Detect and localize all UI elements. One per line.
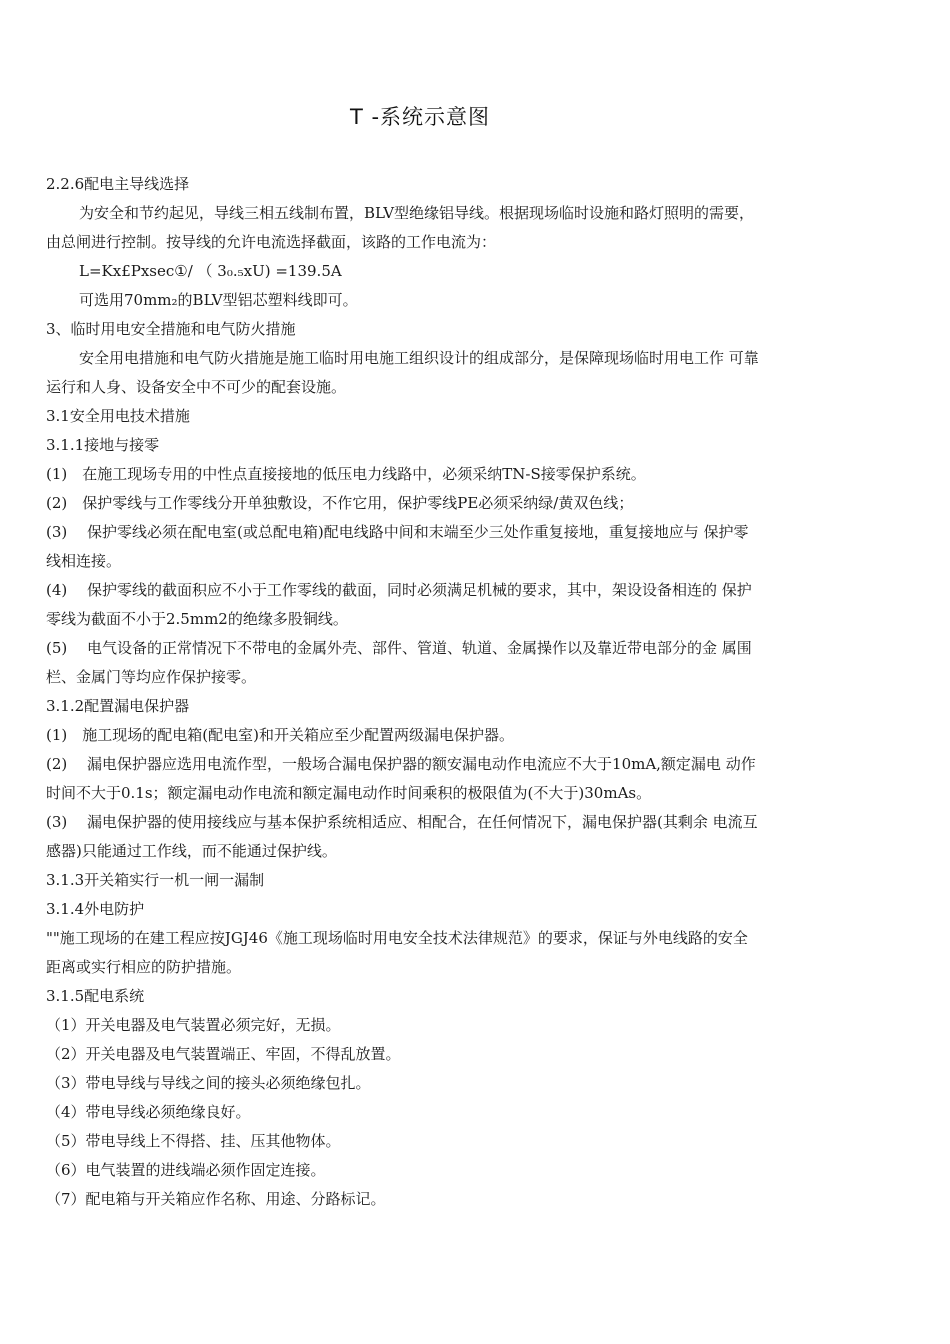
list-item-continuation: 零线为截面不小于2.5mm2的绝缘多股铜线。: [46, 610, 348, 628]
section-heading: 3.1.4外电防护: [46, 900, 145, 918]
section-heading: 3.1.3开关箱实行一机一闸一漏制: [46, 871, 265, 889]
paragraph-line: ""施工现场的在建工程应按JGJ46《施工现场临时用电安全技术法律规范》的要求，保证与外电线路的安全: [46, 929, 748, 947]
list-item-continuation: 时间不大于0.1s；额定漏电动作电流和额定漏电动作时间乘积的极限值为(不大于)30mAs。: [46, 784, 652, 802]
list-item: （6）电气装置的进线端必须作固定连接。: [46, 1161, 326, 1179]
paragraph-line: 运行和人身、设备安全中不可少的配套设施。: [46, 378, 347, 396]
paragraph-line: 可选用70mm₂的BLV型铝芯塑料线即可。: [79, 291, 358, 309]
list-item: （5）带电导线上不得搭、挂、压其他物体。: [46, 1132, 341, 1150]
list-item: （4）带电导线必须绝缘良好。: [46, 1103, 251, 1121]
list-item: (1) 在施工现场专用的中性点直接接地的低压电力线路中，必须采纳TN-S接零保护系统。: [46, 465, 646, 483]
list-item-continuation: 栏、金属门等均应作保护接零。: [46, 668, 257, 686]
paragraph-line: 为安全和节约起见，导线三相五线制布置，BLV型绝缘铝导线。根据现场临时设施和路灯照明的需要，: [79, 204, 755, 222]
list-item: (1) 施工现场的配电箱(配电室)和开关箱应至少配置两级漏电保护器。: [46, 726, 514, 744]
list-item: （1）开关电器及电气装置必须完好，无损。: [46, 1016, 341, 1034]
list-item-continuation: 线相连接。: [46, 552, 122, 570]
section-heading: 3、临时用电安全措施和电气防火措施: [46, 320, 296, 338]
page-title: T -系统示意图: [349, 105, 491, 129]
list-item: (2) 漏电保护器应选用电流作型，一般场合漏电保护器的额安漏电动作电流应不大于10mA,额定漏电 动作: [46, 755, 756, 773]
section-heading: 3.1.5配电系统: [46, 987, 145, 1005]
list-item: (5) 电气设备的正常情况下不带电的金属外壳、部件、管道、轨道、金属操作以及靠近带电部分的金 属围: [46, 639, 752, 657]
paragraph-line: 由总闸进行控制。按导线的允许电流选择截面，该路的工作电流为：: [46, 233, 497, 251]
paragraph-line: 安全用电措施和电气防火措施是施工临时用电施工组织设计的组成部分，是保障现场临时用电工作 可靠: [79, 349, 759, 367]
paragraph-line: 距离或实行相应的防护措施。: [46, 958, 242, 976]
document-body: [46, 170, 908, 1214]
list-item: （3）带电导线与导线之间的接头必须绝缘包扎。: [46, 1074, 371, 1092]
list-item-continuation: 感器)只能通过工作线，而不能通过保护线。: [46, 842, 337, 860]
section-heading: 2.2.6配电主导线选择: [46, 175, 190, 193]
section-heading: 3.1.2配置漏电保护器: [46, 697, 190, 715]
list-item: （7）配电箱与开关箱应作名称、用途、分路标记。: [46, 1190, 386, 1208]
list-item: （2）开关电器及电气装置端正、牢固，不得乱放置。: [46, 1045, 401, 1063]
list-item: (2) 保护零线与工作零线分开单独敷设，不作它用，保护零线PE必须采纳绿/黄双色线；: [46, 494, 634, 512]
list-item: (3) 保护零线必须在配电室(或总配电箱)配电线路中间和末端至少三处作重复接地，重复接地应与 保护零: [46, 523, 749, 541]
section-heading: 3.1.1接地与接零: [46, 436, 160, 454]
section-heading: 3.1安全用电技术措施: [46, 407, 190, 425]
list-item: (4) 保护零线的截面积应不小于工作零线的截面，同时必须满足机械的要求，其中，架设设备相连的 保护: [46, 581, 752, 599]
formula-line: L=Kx£Pxsec①/ （ 3₀.₅xU) =139.5A: [79, 262, 342, 280]
list-item: (3) 漏电保护器的使用接线应与基本保护系统相适应、相配合，在任何情况下，漏电保护器(其剩余 电流互: [46, 813, 758, 831]
